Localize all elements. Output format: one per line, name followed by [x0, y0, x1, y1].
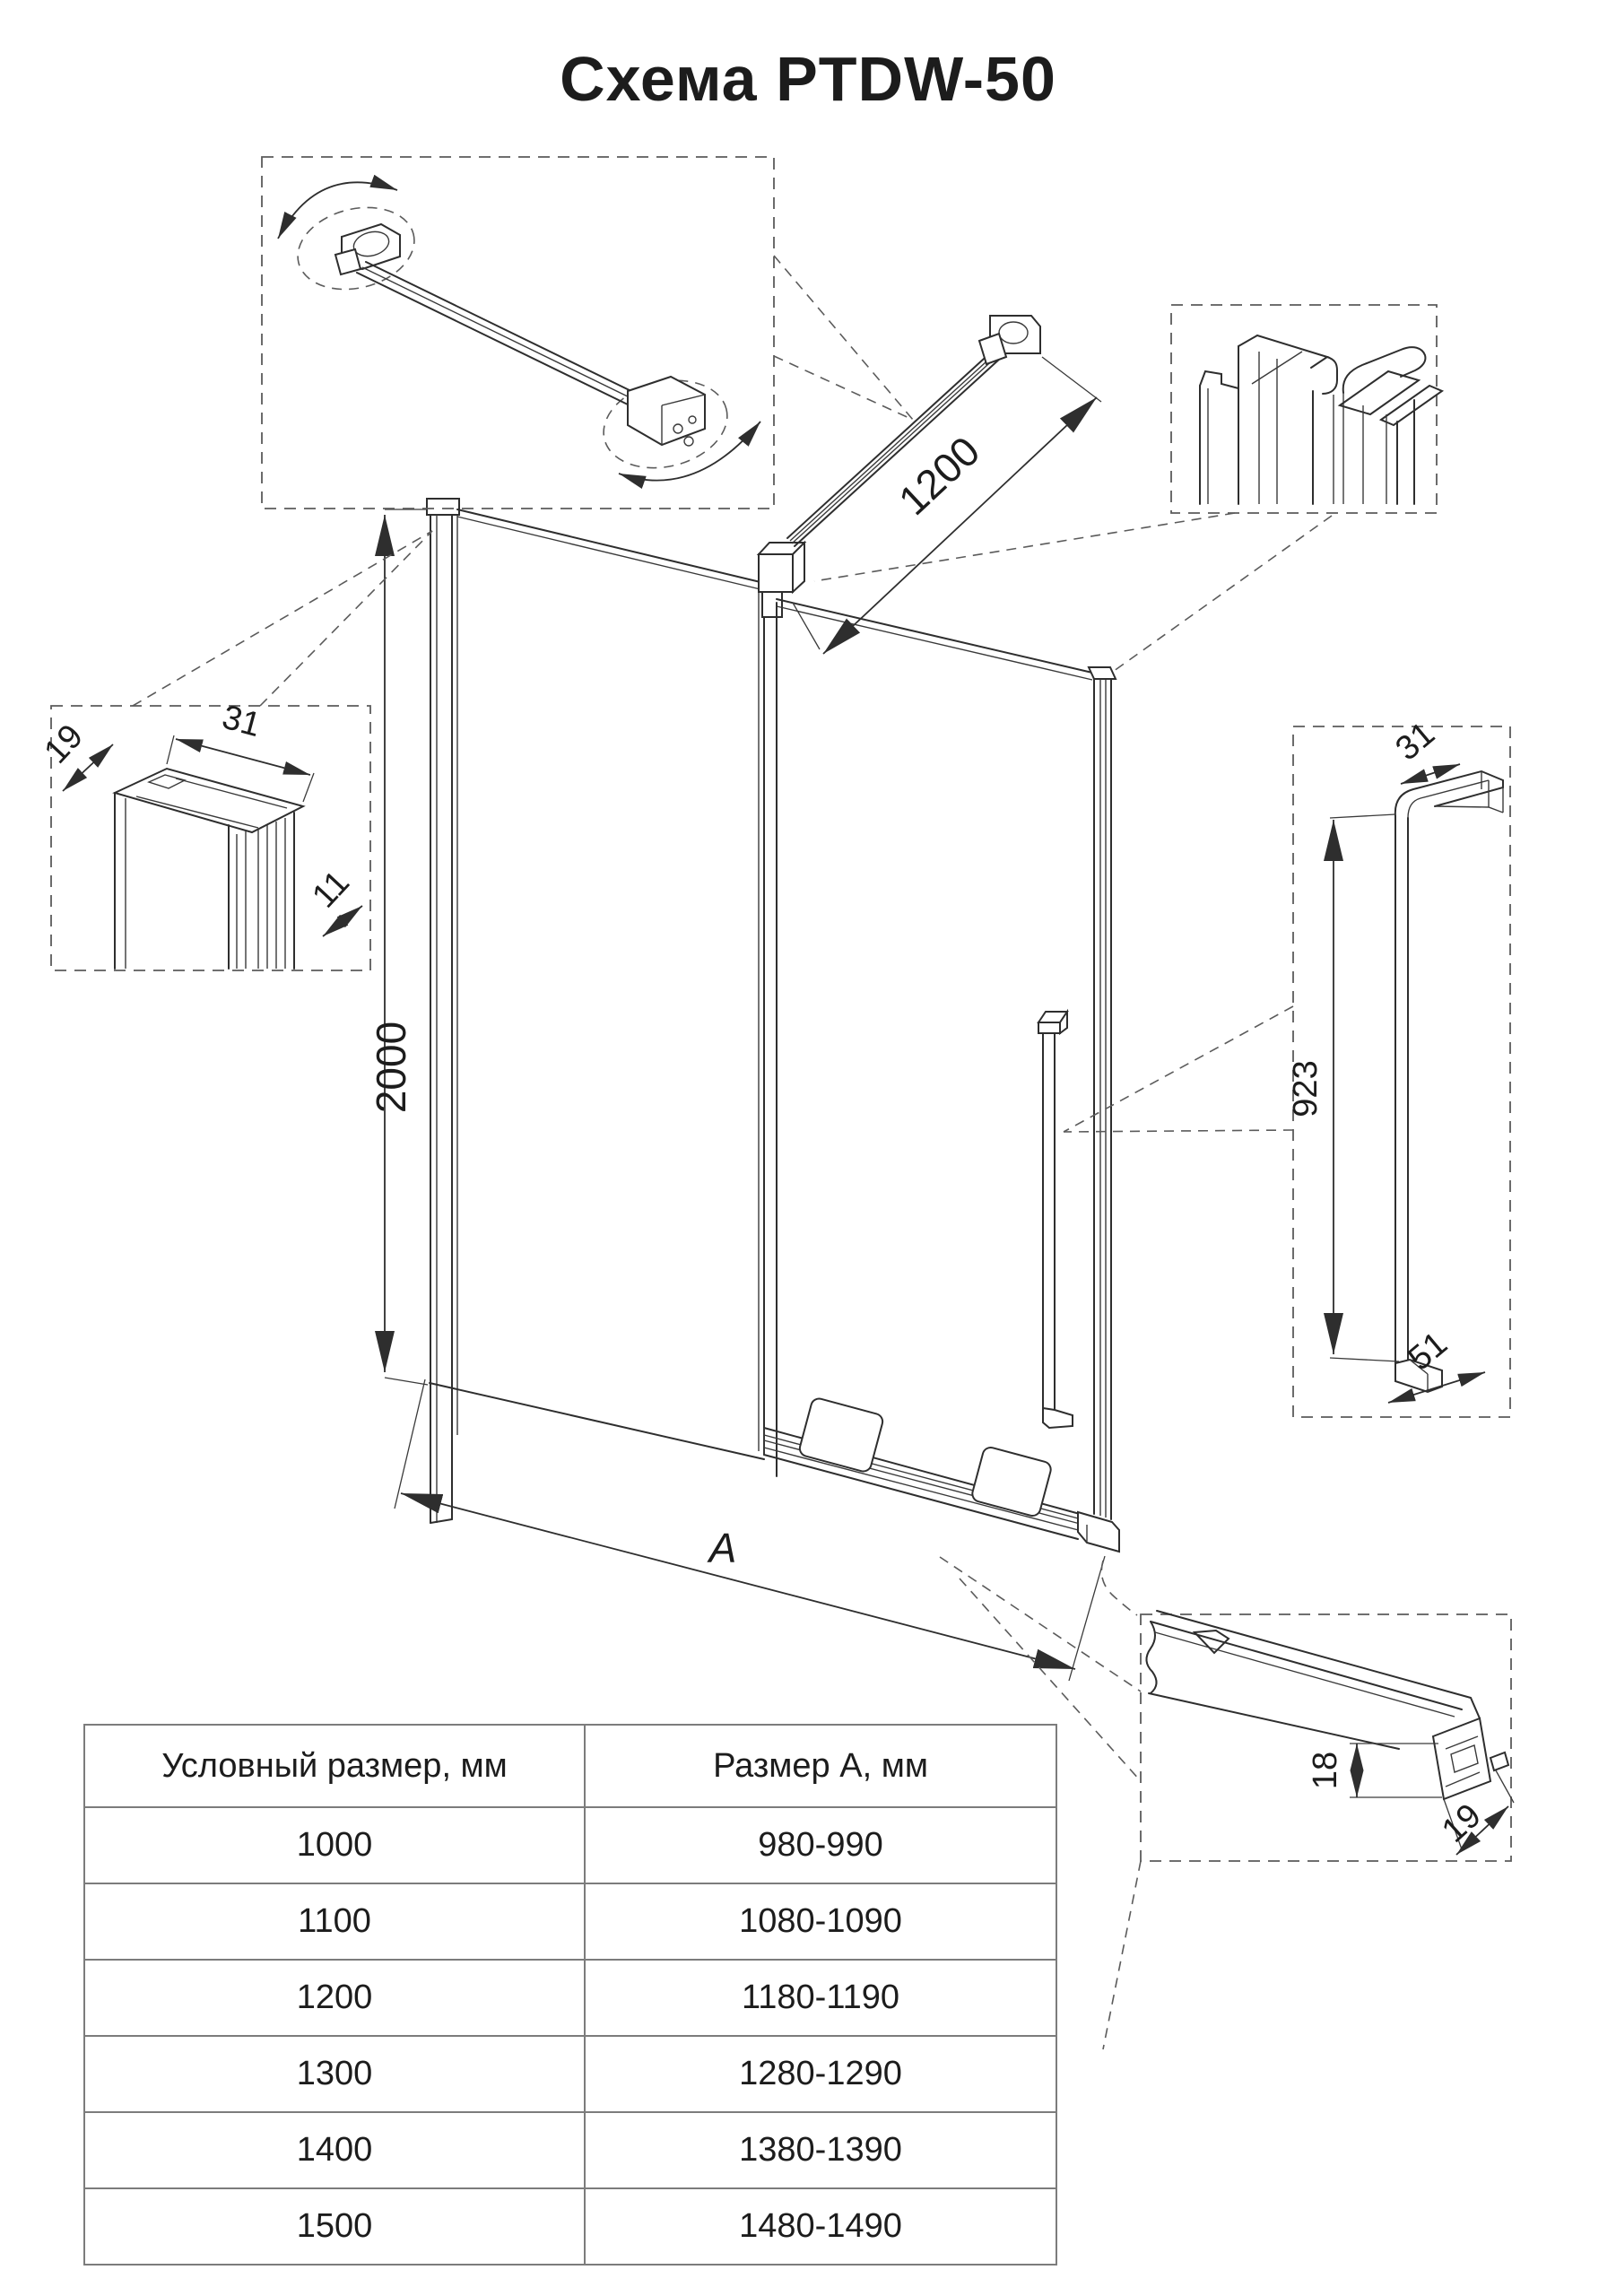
- cell-nominal: 1500: [84, 2188, 585, 2265]
- cell-size-a: 1480-1490: [585, 2188, 1056, 2265]
- table-row: [84, 1960, 1056, 2036]
- detail-wall-profile: [37, 699, 370, 970]
- dim-label-profile-11: 11: [305, 864, 358, 916]
- size-table-header-a: Размер А, мм: [585, 1725, 1056, 1807]
- cell-nominal: 1300: [84, 2036, 585, 2112]
- dim-label-2000: 2000: [368, 1021, 414, 1114]
- dim-label-rail-19: 19: [1435, 1796, 1489, 1850]
- table-row: [84, 1883, 1056, 1960]
- cell-size-a: 1180-1190: [585, 1960, 1056, 2036]
- cell-nominal: 1100: [84, 1883, 585, 1960]
- wall-profile: [427, 499, 459, 1523]
- cell-size-a: 1280-1290: [585, 2036, 1056, 2112]
- cell-size-a: 1080-1090: [585, 1883, 1056, 1960]
- dim-label-a: A: [708, 1525, 737, 1571]
- dim-label-profile-19: 19: [37, 718, 91, 771]
- dim-height-2000: [368, 509, 428, 1385]
- roller-guide-left: [798, 1397, 884, 1474]
- cell-nominal: 1000: [84, 1807, 585, 1883]
- size-table-header-nominal: Условный размер, мм: [84, 1725, 585, 1807]
- door-handle: [1038, 1012, 1073, 1428]
- detail-handle: [1287, 715, 1510, 1417]
- table-row: [84, 2036, 1056, 2112]
- cell-size-a: 980-990: [585, 1807, 1056, 1883]
- detail-support-bar: [262, 157, 774, 509]
- size-table-header-row: [84, 1725, 1056, 1807]
- dim-label-1200: 1200: [889, 427, 989, 525]
- fixed-glass-panel: [430, 509, 764, 1459]
- main-assembly: [368, 316, 1119, 1681]
- cell-nominal: 1200: [84, 1960, 585, 2036]
- dim-label-handle-51: 51: [1401, 1325, 1455, 1378]
- door-panel: [777, 599, 1116, 1519]
- glass-clamp: [759, 543, 804, 617]
- dim-label-handle-923: 923: [1287, 1060, 1325, 1118]
- dim-label-rail-18: 18: [1307, 1751, 1344, 1790]
- page-title: Схема PTDW-50: [560, 44, 1056, 114]
- detail-bottom-rail: [1141, 1611, 1514, 1861]
- table-row: [84, 2188, 1056, 2265]
- dim-label-profile-31: 31: [218, 698, 265, 745]
- dim-label-handle-31: 31: [1388, 715, 1442, 769]
- table-row: [84, 1807, 1056, 1883]
- cell-size-a: 1380-1390: [585, 2112, 1056, 2188]
- size-table: [83, 1724, 1057, 2266]
- detail-seal-profile: [1171, 305, 1442, 513]
- roller-guide-right: [970, 1446, 1052, 1518]
- table-row: [84, 2112, 1056, 2188]
- dim-width-a: [395, 1379, 1105, 1681]
- cell-nominal: 1400: [84, 2112, 585, 2188]
